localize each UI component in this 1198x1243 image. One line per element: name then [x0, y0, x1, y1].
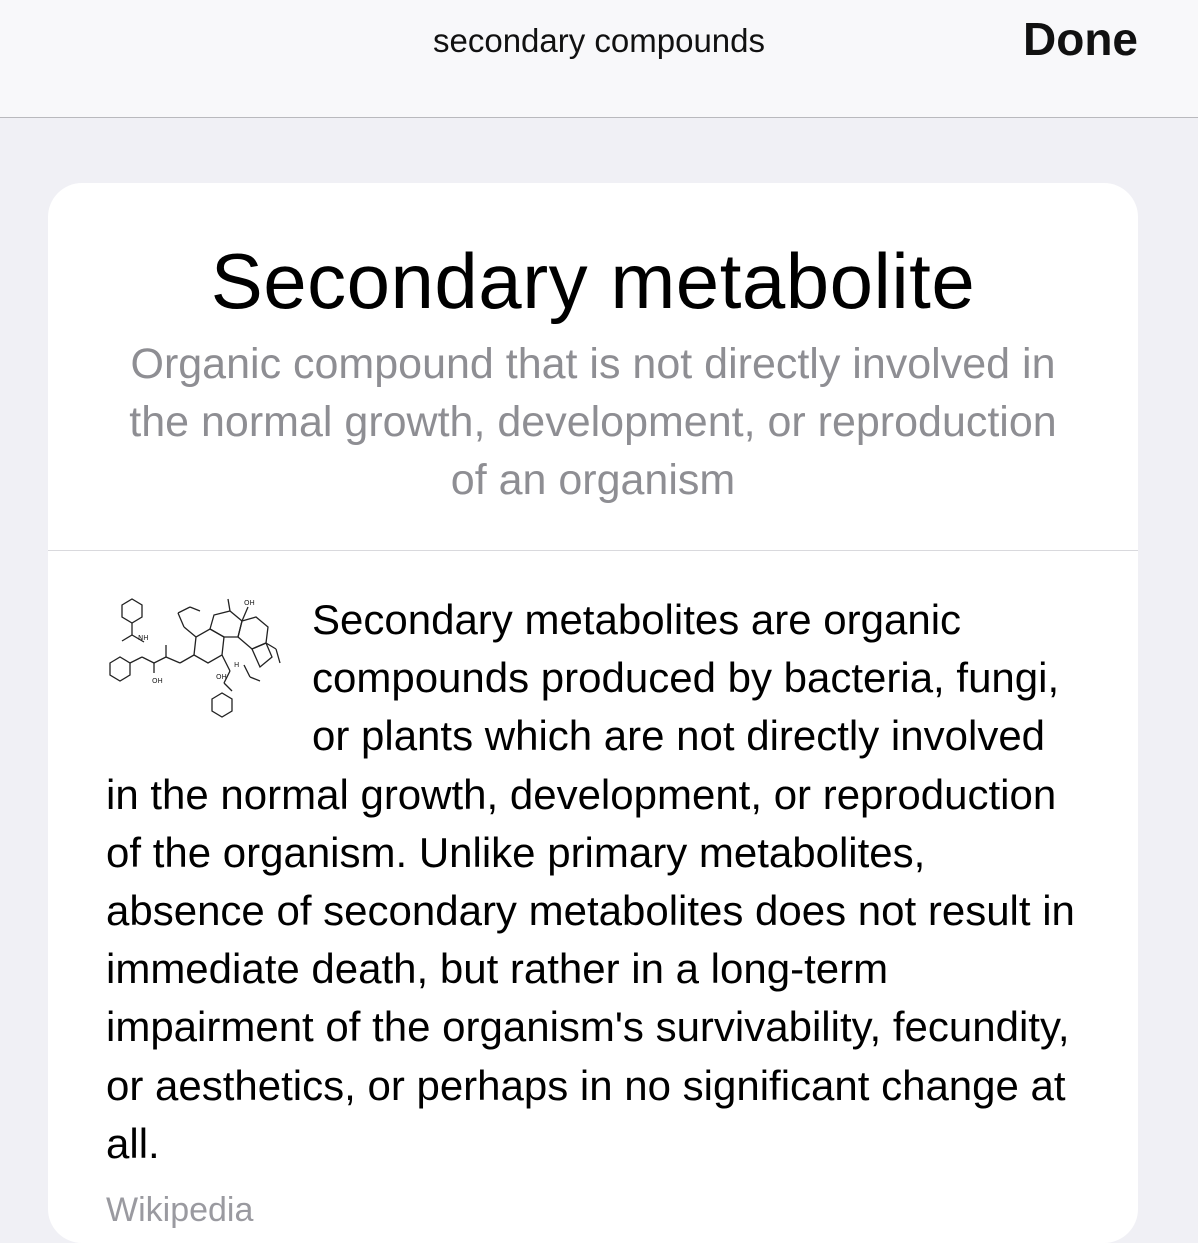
- card-body: [48, 551, 1138, 1230]
- nav-title: secondary compounds: [432, 22, 766, 59]
- molecule-structure-image[interactable]: [100, 587, 290, 737]
- short-description: Organic compound that is not directly involved in the normal growth, development, or reproduction of an organism: [129, 340, 1057, 504]
- done-button[interactable]: Done: [1023, 13, 1138, 65]
- source-link[interactable]: Wikipedia: [106, 1191, 254, 1230]
- headword: Secondary metabolite: [210, 237, 976, 325]
- svg-text:OH: OH: [152, 677, 163, 685]
- navigation-bar: [0, 0, 1198, 118]
- card-header: [48, 183, 1138, 551]
- svg-text:H: H: [234, 661, 240, 669]
- svg-text:OH: OH: [216, 673, 227, 681]
- svg-text:OH: OH: [244, 599, 255, 607]
- lookup-card: [48, 183, 1138, 1243]
- article-extract: Secondary metabolites are organic compounds produced by bacteria, fungi, or plants which are not directly involved in the normal growth, development, or reproduction of the organism. Unlike primary metabolites, absence of secondary metabolites does not result in immediate death, but rather in a long-term impairment of the organism's survivability, fecundity, or aesthetics, or perhaps in no significant change at all.: [106, 596, 1075, 1167]
- svg-text:NH: NH: [138, 634, 149, 642]
